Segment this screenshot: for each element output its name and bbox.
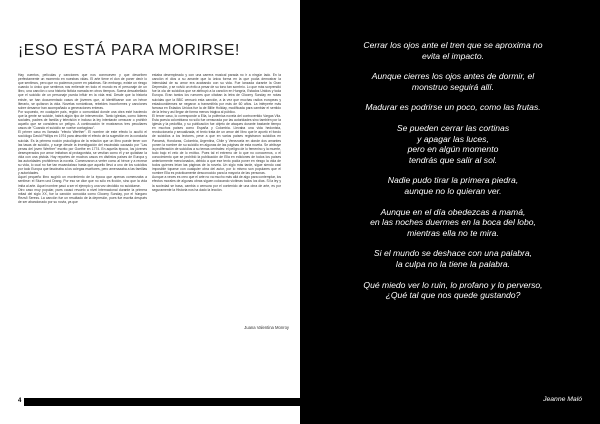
poem-line: la culpa no la tiene la palabra. bbox=[395, 258, 511, 269]
poem bbox=[322, 40, 584, 311]
article-paragraph: Otro caso muy popular, pues causó revuelo a nivel internacional durante la primera mitad del siglo XX, fue la canción conocida como Gloomy Sunday, por el húngaro Rezső Seress. La canción fue un resultado de la depresión, pues fue escrita después de ser abandonado por su novia, ya que bbox=[18, 187, 147, 204]
article-author: Juana Valentina Monroy bbox=[244, 325, 289, 330]
article-column-1 bbox=[18, 73, 147, 383]
poem-stanza bbox=[322, 123, 584, 165]
article-column-2 bbox=[152, 73, 281, 321]
poem-stanza bbox=[322, 102, 584, 113]
article-paragraph: Aunque a veces es creo que el arte no va mucho más allá de algo para contemplar, los efectos morales de algunas obras siguen colocando víctimas todos los días. Si la ley y la sociedad se basa, cambia o censura por el contenido de una obra de arte, es por seguramente la Historia nos ha dado la lección. bbox=[152, 175, 281, 192]
article-paragraph: El primer caso es llamado "efecto Werther". El nombre de este efecto lo acuñó el sociólogo David Phillips en 1974 para describir el efecto de la sugestión en la conducta suicida. Es la primera noción psicológica de la relación que un libro puede tener con las tasas de suicidio, y surge desde la investigación del escándalo causado por "Las penas del joven Werther" escrito por Goethe en 1774. En aquella época, los jóvenes desesperados por amor imitaban al protagonista, se vestían como él y se quitaban la vida con una pistola. Hay reportes de muchos casos en distintos países de Europa y las autoridades prohibieron la novela. Comenzaron a verter como al héroe y a recrear su vida, lo cual no fue tan escandaloso hasta que aquello llevó a uno de los suicidios por todo Europa que fascinaba a los colegas escritores, pero amenazaba a las familias y autoridades. bbox=[18, 130, 147, 176]
article-paragraph: Aquel pequeño libro sugirió un movimiento de la época que apenas comenzaba a sentirse: el Sturm und Drang. Por eso se dice que no sólo es ficción, sino que la vida imita al arte. Aquel nombre pasó a ser el ejemplo y una vez decidido no suicidarse. bbox=[18, 175, 147, 188]
poem-line: Nadie pudo tirar la primera piedra, bbox=[387, 175, 519, 186]
footer-bar bbox=[24, 398, 300, 406]
article-paragraph: Hay cuentos, películas y canciones que nos conmueven y que describen perfectamente un momento en nuestras vidas. El arte tiene el don de poner decir lo que sentimos, pero que no podemos poner en palabras. Sin embargo, existe un riesgo cuando lo único que sentimos nos entiende en todo el mundo es el personaje de un libro, una canción o una historia ficticia narrada en otros tiempos. Suena descabellado que el suicidio de un personaje pueda influir en la vida real. Desde que la historia existe, se han documentado casos de jóvenes que, al identificarse con un héroe literario, se quitaron la vida. Novelas románticas, rebeldes inconformes y canciones sobre desamor han acompañado a generaciones enteras. bbox=[18, 73, 147, 110]
poem-stanza bbox=[322, 40, 584, 61]
article-paragraph: estaba desempleado y con una carrera musical parada no ir a ningún lado. En la canción el dios a su amante que la única forma en la que podía demostrar la intensidad de su amor era acabando con su vida. Fue lanzada durante la Gran Depresión, y se volvió un éxito a pesar de su tono tan sombrío. Lo que más sorprendió fue la ola de suicidios que se atribuyó a la canción en Hungría, Estados Unidos y toda Europa. Eran tantos los rumores que citaban la letra de Gloomy Sunday en notas suicidas que la BBC censuró esta canción, a la vez que muchas radios europeas y estadounidenses se negaron a transmitirla por más de 60 años. La intérprete más famosa en Estados Unidos fue la de Billie Holiday, modificada para cambiar el sentido de la letra y así llegar de forma menos trágica al público. bbox=[152, 73, 281, 114]
right-page bbox=[300, 0, 600, 424]
poem-line: Qué miedo ver lo ruin, lo profano y lo perverso, bbox=[363, 279, 543, 290]
poem-line: aunque no lo quieran ver. bbox=[404, 185, 502, 196]
poem-line: Cerrar los ojos ante el tren que se aproxima no bbox=[363, 40, 543, 50]
poem-stanza bbox=[322, 71, 584, 92]
poem-line: Madurar es podrirse un poco, como las frutas. bbox=[365, 102, 541, 113]
poem-stanza bbox=[322, 248, 584, 269]
poem-line: tendrás que salir al sol. bbox=[408, 154, 498, 165]
poem-stanza bbox=[322, 175, 584, 196]
poem-line: Si el mundo se deshace con una palabra, bbox=[373, 248, 533, 259]
poem-stanza bbox=[322, 207, 584, 239]
poem-line: Aunque cierres los ojos antes de dormir, el bbox=[371, 71, 535, 82]
poem-line: monstruo seguirá allí. bbox=[411, 81, 495, 92]
poem-line: ¿Qué tal que nos quede gustando? bbox=[385, 290, 521, 301]
poem-line: mientras ella no te mira. bbox=[407, 227, 499, 238]
article-paragraph: El tercer caso, lo corresponde a Ella, la polémica novela del controvertido Vargas Vila. Esta poesía colombiana no sólo fue censurada por las autoridades sino también por la iglesia y la pedofilia, y su publicación fue objeto de ataques durante bastante tiempo en muchos países como España y Colombia. Llevaba una vida hedonista, revolucionaria y sexualizada, el texto trata de un amor del libro que le aportó el fondo de suicidios a los lectores, pese a que en varios países registraron suicidios en Panamá, Honduras, Colombia, Argentina, Chile y Venezuela en donde dos amantes ponen la nombre de su suicidio en algunas de las páginas de esta novela. Se atribuye la proliferación de suicidios a su temas centrales: el peligro de lo femenino y la muerte, todo bajo el velo de lo erótico. Pues tal el extremo de lo que no conocemos, o el conocimiento que se prohibió la publicación de Ella en ediciones de todos los países anteriormente mencionados, debido a que ese texto podía poner en riesgo la vida de todos quienes leían las páginas de la novela. Un siglo más tarde, sigue siendo casi imposible toparse con cualquier obra del autor, por lo mismo son populares que el nombre Ella es prácticamente desconocido para la mayoría de las personas. bbox=[152, 113, 281, 176]
poem-line: pero en algún momento bbox=[407, 144, 499, 155]
article-paragraph: Por supuesto, en cualquier país, región o comunidad donde una obra esté haciendo que la gente se suicide, habrá algún tipo de intervención. Tanto iglesias, como líderes sociales, padres de familia y televisión e incluso la ley intentarán censurar o prohibir aquello que se considera un peligro. A continuación te mostramos tres peculiares casos de "Cuando el suicidio se vuelve contagioso". bbox=[18, 109, 147, 131]
poem-author: Jeanne Maló bbox=[543, 396, 582, 403]
poem-line: Aunque en el día obedezcas a mamá, bbox=[380, 206, 526, 217]
article-title: ¡ESO ESTÁ PARA MORIRSE! bbox=[18, 42, 240, 59]
poem-line: Se pueden cerrar las cortinas bbox=[396, 122, 510, 133]
poem-line: y apagar las luces, bbox=[417, 133, 489, 144]
poem-line: en las noches duermes en la boca del lobo, bbox=[370, 217, 536, 228]
poem-line: evita el impacto. bbox=[421, 50, 485, 61]
poem-stanza bbox=[322, 280, 584, 301]
page-number: 4 bbox=[18, 398, 22, 404]
